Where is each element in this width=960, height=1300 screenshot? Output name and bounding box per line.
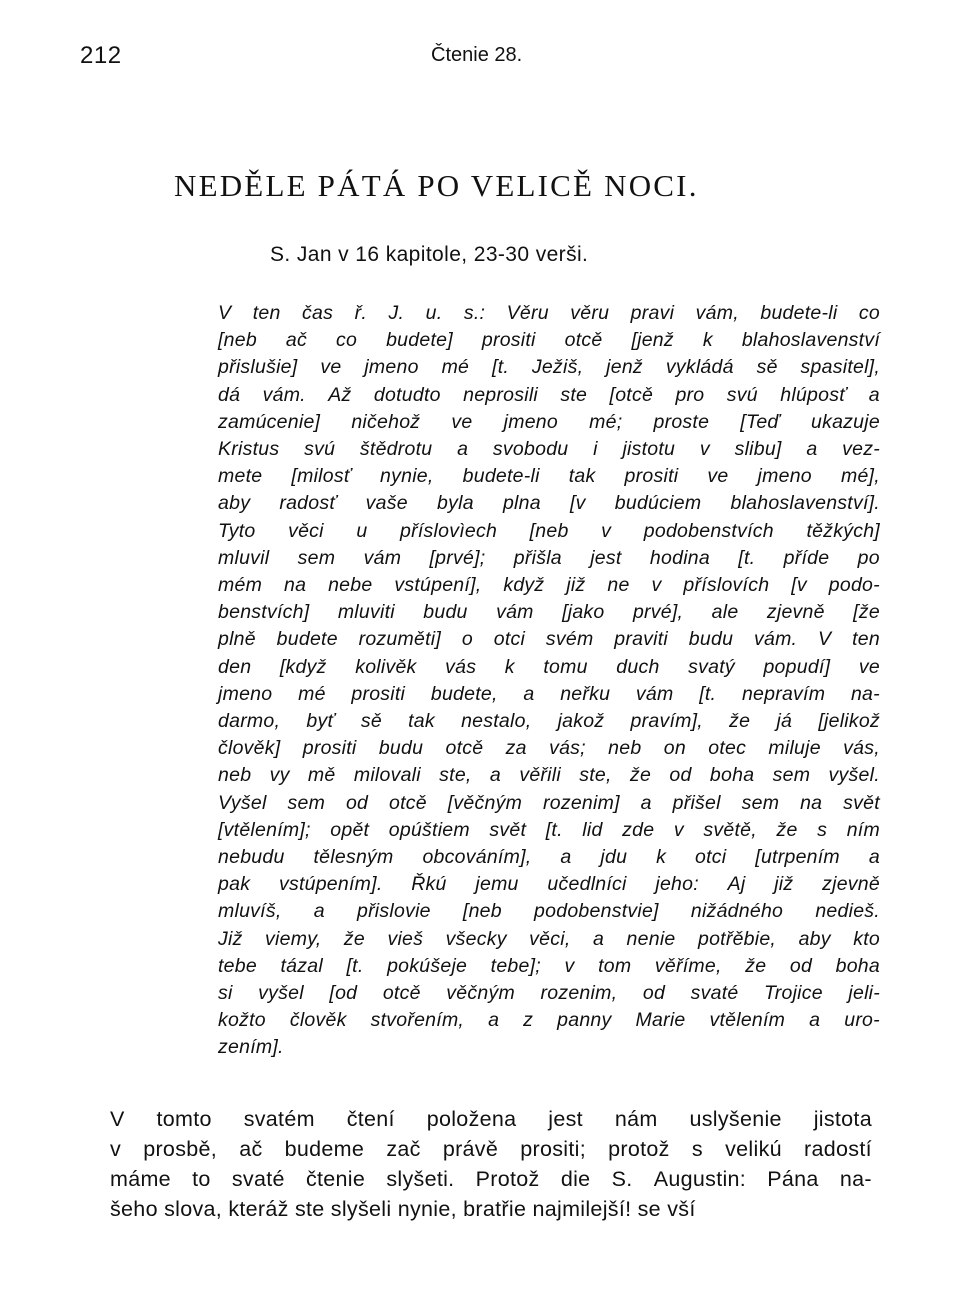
gospel-line: člověk] prositi budu otcě za vás; neb on otec miluje vás, [218, 737, 880, 760]
gospel-line: přislušie] ve jmeno mé [t. Ježiš, jenž vykládá sě spasitel], [218, 356, 880, 379]
gospel-line: benstvích] mluviti budu vám [jako prvé], ale zjevně [že [218, 601, 880, 624]
gospel-line: jmeno mé prositi budete, a neřku vám [t. nepravím na- [218, 682, 880, 705]
sermon-line: v prosbě, ač budeme zač právě prositi; protož s velikú radostí [110, 1137, 872, 1161]
gospel-line: nebudu tělesným obcováním], a jdu k otci [utrpením a [218, 846, 880, 869]
gospel-text [218, 300, 880, 1062]
gospel-line: Vyšel sem od otcě [věčným rozenim] a přišel sem na svět [218, 791, 880, 814]
sermon-line: šeho slova, kteráž ste slyšeli nynie, bratřie najmilejší! se vší [110, 1197, 696, 1221]
gospel-line: zením]. [218, 1036, 284, 1059]
gospel-line: den [když kolivěk vás k tomu duch svatý popudí] ve [218, 655, 880, 678]
gospel-line: V ten čas ř. J. u. s.: Věru věru pravi vám, budete-li co [218, 302, 880, 324]
gospel-line: mete [milosť nynie, budete-li tak prositi ve jmeno mé], [218, 465, 880, 488]
gospel-line: [vtělením]; opět opúštiem svět [t. lid zde v světě, že s ním [218, 818, 880, 841]
gospel-line: darmo, byť sě tak nestalo, jakož pravím], že já [jelikož [218, 710, 880, 733]
sermon-text [110, 1104, 872, 1224]
gospel-line: kožto člověk stvořením, a z panny Marie vtělením a uro- [218, 1009, 880, 1032]
gospel-line: zamúcenie] ničehož ve jmeno mé; proste [Teď ukazuje [218, 410, 880, 433]
gospel-line: Již viemy, že vieš všecky věci, a nenie potřěbie, aby kto [218, 927, 880, 950]
gospel-line: mém na nebe vstúpení], když již ne v příslovích [v podo- [218, 574, 880, 597]
gospel-line: aby radosť vaše byla plna [v budúciem blahoslavenství]. [218, 492, 880, 515]
page-number: 212 [80, 42, 122, 69]
gospel-line: [neb ač co budete] prositi otcě [jenž k blahoslavenství [218, 329, 880, 352]
gospel-line: tebe tázal [t. pokúšeje tebe]; v tom věříme, že od boha [218, 954, 880, 977]
gospel-line: mluvíš, a přislovie [neb podobenstvie] nižádného nedieš. [218, 900, 880, 923]
gospel-line: si vyšel [od otcě věčným rozenim, od svaté Trojice jeli- [218, 982, 880, 1005]
chapter-title: NEDĚLE PÁTÁ PO VELICĚ NOCI. [174, 168, 699, 203]
gospel-line: Kristus svú štědrotu a svobodu i jistotu v slibu] a vez- [218, 438, 880, 461]
sermon-line: máme to svaté čtenie slyšeti. Protož die S. Augustin: Pána na- [110, 1167, 872, 1191]
scripture-reference: S. Jan v 16 kapitole, 23-30 verši. [270, 243, 589, 266]
gospel-line: neb vy mě milovali ste, a věřili ste, že od boha sem vyšel. [218, 764, 880, 787]
gospel-line: pak vstúpením]. Řkú jemu učedlníci jeho: Aj již zjevně [218, 873, 880, 896]
gospel-line: Tyto věci u příslovìech [neb v podobenstvích těžkých] [218, 519, 880, 542]
sermon-line: V tomto svatém čtení položena jest nám uslyšenie jistota [110, 1107, 872, 1131]
gospel-line: dá vám. Až dotudto neprosili ste [otcě pro svú hlúposť a [218, 383, 880, 406]
running-head: Čtenie 28. [431, 44, 523, 66]
gospel-line: plně budete rozuměti] o otci svém praviti budu vám. V ten [218, 628, 880, 651]
gospel-line: mluvil sem vám [prvé]; přišla jest hodina [t. příde po [218, 546, 880, 569]
